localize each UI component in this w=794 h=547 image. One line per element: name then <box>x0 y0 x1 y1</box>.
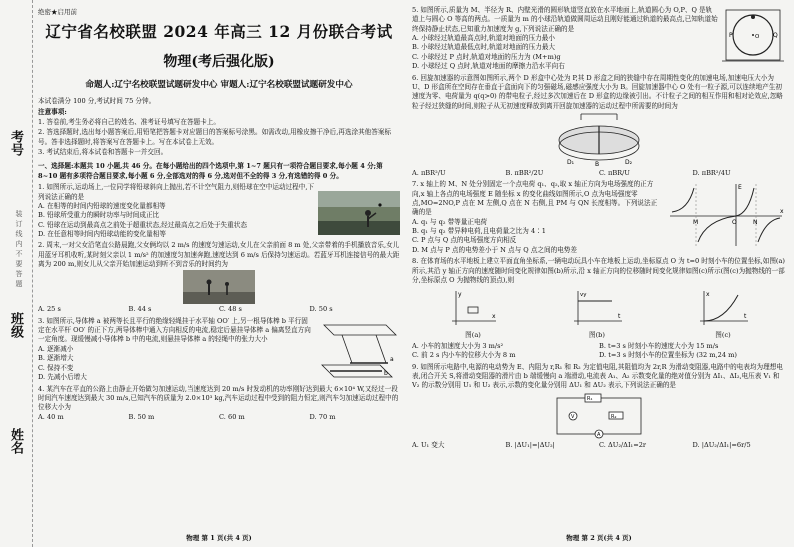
cyclotron-diagram <box>551 112 647 168</box>
question-3 <box>38 317 400 383</box>
note-1: 1. 答卷前,考生务必将自己的姓名、准考证号填写在答题卡上。 <box>38 118 220 127</box>
q4-options <box>38 413 400 422</box>
svg-text:E: E <box>738 184 742 192</box>
q3-option-c: C. 保持不变 <box>38 363 74 372</box>
figure-a-axes <box>446 287 500 327</box>
exam-title: 辽宁省名校联盟 2024 年高三 12 月份联合考试 <box>45 22 393 42</box>
q4-stem: 4. 某汽车在平直的公路上由静止开始做匀加速运动,当速度达到 20 m/s 时发动机的功率刚好达到最大 6×10⁴ W,又经过一段时间汽车速度达到最大 30 m/s,已知汽车的质量为 2.0×10³ kg,汽车运动过程中受到的阻力恒定,则汽车匀加速运动过程中的位移大小为 <box>38 384 399 412</box>
q4-option-c: C. 60 m <box>219 412 245 421</box>
jogging-photo <box>183 270 255 304</box>
section-1-heading: 一、选择题:本题共 10 小题,共 46 分。在每小题给出的四个选项中,第 1~7 题只有一项符合题目要求,每小题 4 分;第 8~10 题有多项符合题目要求,每小题 6 分,全部选对的得 6 分,选对但不全的得 3 分,有选错的得 0 分。 <box>38 162 383 180</box>
question-8 <box>412 257 786 361</box>
svg-text:R₁: R₁ <box>587 395 593 402</box>
figure-a-label: 图(a) <box>465 330 481 339</box>
q3-option-a: A. 逐渐减小 <box>38 344 74 353</box>
svg-text:x: x <box>706 291 710 299</box>
q1-option-b: B. 铅球所受重力的瞬时功率与时间成正比 <box>38 211 160 220</box>
conductor-rods-diagram <box>316 317 400 383</box>
q2-stem: 2. 周末,一对父女沿笔直公路晨跑,父女俩均以 2 m/s 的速度匀速运动,女儿在父亲前面 8 m 处,父亲带着的手机播放音乐,女儿用蓝牙耳机收听,某时刻父亲以 1 m/s² 的加速度匀加速奔跑,速度达到 6 m/s 后保持匀速运动。若蓝牙耳机连接信号的最大距离为 200 m,则女儿从父亲开始加速运动到听不到音乐的时间约为 <box>38 241 400 269</box>
q3-stem: 3. 如图所示,导体棒 a 被两等长且平行的绝缘轻绳挂于水平轴 OO′ 上,另一根导体棒 b 平行固定在水平杆 OO′ 的正下方,两导体棒中通入方向相反的电流,稳定后悬挂导体棒 a 偏离竖直方向一定角度。现缓慢减小导体棒 b 中的电流,则悬挂导体棒 a 的轻绳中的张力大小 <box>38 316 311 344</box>
q3-option-d: D. 先减小后增大 <box>38 372 87 381</box>
svg-text:t: t <box>744 313 747 321</box>
q6-option-b: B. πBR²/2U <box>505 168 544 177</box>
q9-option-d: D. |ΔU₂/ΔI₁|=6r/5 <box>692 440 751 449</box>
question-4 <box>38 385 400 422</box>
class-label: 班级 <box>8 312 23 338</box>
svg-text:a: a <box>390 355 394 363</box>
q8-figures <box>412 287 786 340</box>
svg-text:O: O <box>755 34 760 40</box>
svg-text:N: N <box>753 219 758 227</box>
q9-options <box>412 441 786 450</box>
q8-option-c: C. 前 2 s 内小车的位移大小为 8 m <box>412 351 516 360</box>
q9-option-c: C. ΔU₂/ΔI₁=2r <box>599 440 647 449</box>
q1-option-c: C. 铅球在运动到最高点之前处于超重状态,经过最高点之后处于失重状态 <box>38 220 247 229</box>
circular-track-diagram <box>722 6 786 68</box>
electric-field-graph <box>666 180 786 248</box>
svg-text:O: O <box>732 219 737 227</box>
q1-option-a: A. 在相等的时间内铅球的速度变化量都相等 <box>38 201 166 210</box>
q6-option-a: A. πBR²/U <box>412 168 446 177</box>
q2-option-d: D. 50 s <box>309 305 333 314</box>
q2-options <box>38 305 400 314</box>
note-2: 2. 答选择题时,选出每小题答案后,用铅笔把答题卡对应题目的答案标号涂黑。如需改动,用橡皮擦干净后,再选涂其他答案标号。答非选择题时,将答案写在答题卡上。写在本试卷上无效。 <box>38 128 392 146</box>
svg-text:b: b <box>384 369 388 377</box>
q4-option-d: D. 70 m <box>309 412 336 421</box>
q7-stem: 7. x 轴上的 M、N 处分别固定一个点电荷 q₁、q₂,取 x 轴正方向为电场强度的正方向,x 轴上各点的电场强度 E 随坐标 x 的变化曲线如图所示,O 点为电场强度零点,MO=2NO,P 点在 M 左侧,Q 点在 N 右侧,且 PM 与 QN 长度相等。下列说法正确的是 <box>412 180 658 217</box>
question-7 <box>412 180 786 255</box>
q5-option-b: B. 小球经过轨道最低点时,轨道对地面的压力最大 <box>412 43 556 52</box>
question-5 <box>412 6 786 72</box>
q6-option-c: C. πBR/U <box>599 168 630 177</box>
q8-option-b: B. t=3 s 时刻小车的速度大小为 15 m/s <box>599 341 719 350</box>
svg-text:D₂: D₂ <box>625 158 633 166</box>
binding-margin <box>0 0 33 547</box>
figure-b-label: 图(b) <box>589 330 605 339</box>
q6-stem: 6. 回旋加速器的示意图如图所示,两个 D 形盒中心处为 P,其 D 形盒之间的狭缝中存在周期性变化的加速电场,加速电压大小为 U、D 形盒所在空间存在垂直于盒面向下的匀强磁场,磁感应强度大小为 B。回旋加速器中心 O 处有一粒子源,可以连续地产生初速度为零、电荷量为 q(q>0) 的带电粒子,经过多次加速后在 D 形盒的边缘被引出。不计粒子之间的相互作用和相对论效应,忽略粒子经过狭缝的时间,则粒子从无初速度释放到离开回旋加速器的运动过程中所需要的时间为 <box>412 73 783 110</box>
question-9 <box>412 363 786 450</box>
q7-option-c: C. P 点与 Q 点的电场强度方向相反 <box>412 236 517 245</box>
q7-option-d: D. M 点与 P 点的电势差小于 N 点与 Q 点之间的电势差 <box>412 245 577 254</box>
q8-figure-a <box>446 287 500 340</box>
svg-text:R₂: R₂ <box>611 413 617 420</box>
svg-text:A: A <box>597 431 601 438</box>
q3-option-b: B. 逐渐增大 <box>38 354 74 363</box>
note-3: 3. 考试结束后,将本试卷和答题卡一并交回。 <box>38 148 168 157</box>
author-line: 命题人:辽宁名校联盟试题研发中心 审题人:辽宁名校联盟试题研发中心 <box>85 80 353 91</box>
figure-b-graph <box>568 287 626 327</box>
q2-option-b: B. 44 s <box>128 305 152 314</box>
q8-option-a: A. 小车的加速度大小为 3 m/s² <box>412 341 504 350</box>
q6-option-d: D. πBR²/4U <box>692 168 731 177</box>
exam-number-label: 考号 <box>8 130 23 156</box>
shot-put-photo <box>318 191 400 235</box>
svg-text:x: x <box>780 208 784 216</box>
notes-heading: 注意事项: <box>38 107 67 116</box>
svg-text:x: x <box>492 313 496 321</box>
page-1-footer: 物理 第 1 页(共 4 页) <box>186 533 252 542</box>
secret-mark: 绝密★启用前 <box>38 8 77 16</box>
question-6 <box>412 74 786 179</box>
subject-title: 物理(考后强化版) <box>163 54 275 71</box>
svg-text:vy: vy <box>580 292 587 299</box>
circuit-diagram <box>549 392 649 440</box>
q5-stem: 5. 如图所示,质量为 M、半径为 R、内壁光滑的圆形轨道竖直放在水平地面上,轨道圆心为 O,P、Q 是轨道上与圆心 O 等高的两点。一质量为 m 的小球沿轨道做圆周运动且刚好能通过轨道的最高点,已知轨道始终保持静止状态,已知重力加速度为 g,下列说法正确的是 <box>412 6 718 33</box>
q4-option-b: B. 50 m <box>128 412 155 421</box>
q6-options <box>412 169 786 178</box>
svg-text:t: t <box>618 313 621 321</box>
binding-note: 装订线内不要答题 <box>15 210 23 290</box>
q9-stem: 9. 如图所示电路中,电源的电动势为 E、内阻为 r,R₁ 和 R₂ 为定值电阻,其阻值均为 2r,R 为滑动变阻器,电路中的电表均为理想电表,闭合开关 S,将滑动变阻器的滑片由 b 端缓慢向 a 端滑动,电流表 A₁、A₂ 示数变化量的绝对值分别为 ΔI₁、ΔI₂,电压表 V₁ 和 V₂ 的示数分别用 U₁ 和 U₂ 表示,示数的变化量分别用 ΔU₁ 和 ΔU₂ 表示,下列说法正确的是 <box>412 362 783 390</box>
q9-option-b: B. |ΔU₁|=|ΔU₂| <box>505 440 555 449</box>
q8-figure-c <box>694 287 752 340</box>
q8-option-d: D. t=3 s 时刻小车的位置坐标为 (32 m,24 m) <box>599 351 737 360</box>
notes-intro: 本试卷满分 100 分,考试时间 75 分钟。 <box>38 97 156 106</box>
question-1 <box>38 183 400 239</box>
q8-options <box>412 342 786 361</box>
q8-stem: 8. 在体育场的水平地板上建立平面直角坐标系,一辆电动玩具小车在地板上运动,坐标原点 O 为 t=0 时刻小车的位置坐标,如图(a)所示,其沿 y 轴正方向的速度随时间变化规律如图(b)所示,沿 x 轴正方向的位移随时间变化规律如图(c)所示(图(c)为抛物线的一部分,坐标原点 O 为抛物线的顶点),则 <box>412 257 786 284</box>
svg-text:P: P <box>729 32 733 39</box>
q5-option-d: D. 小球经过 Q 点时,轨道对地面的摩擦力沿水平向右 <box>412 62 565 71</box>
q8-figure-b <box>568 287 626 340</box>
q1-option-d: D. 在任意相等时间内铅球动能的变化量相等 <box>38 229 166 238</box>
q7-option-a: A. q₁ 与 q₂ 带等量正电荷 <box>412 217 488 226</box>
svg-text:B: B <box>595 160 600 168</box>
svg-text:D₁: D₁ <box>567 158 575 166</box>
q4-option-a: A. 40 m <box>38 412 64 421</box>
svg-text:V: V <box>571 413 575 420</box>
name-label: 姓名 <box>8 428 23 454</box>
page-2-footer: 物理 第 2 页(共 4 页) <box>566 533 632 542</box>
page-1 <box>38 0 400 547</box>
figure-c-graph <box>694 287 752 327</box>
figure-c-label: 图(c) <box>715 330 731 339</box>
svg-text:M: M <box>693 219 699 227</box>
q5-option-c: C. 小球经过 P 点时,轨道对地面的压力为 (M+m)g <box>412 52 561 61</box>
q1-stem: 1. 如图所示,运动场上,一位同学将铅球斜向上抛出,若不计空气阻力,则铅球在空中运动过程中,下列说法正确的是 <box>38 183 315 201</box>
q9-option-a: A. U₁ 变大 <box>412 440 445 449</box>
q5-option-a: A. 小球经过轨道最高点时,轨道对地面的压力最小 <box>412 34 555 43</box>
q7-option-b: B. q₁ 与 q₂ 带异种电荷,且电荷量之比为 4∶1 <box>412 227 546 236</box>
q2-option-c: C. 48 s <box>219 305 242 314</box>
page-2 <box>412 0 786 547</box>
q2-option-a: A. 25 s <box>38 305 61 314</box>
question-2 <box>38 241 400 314</box>
svg-text:Q: Q <box>773 32 778 39</box>
svg-text:y: y <box>458 291 462 299</box>
